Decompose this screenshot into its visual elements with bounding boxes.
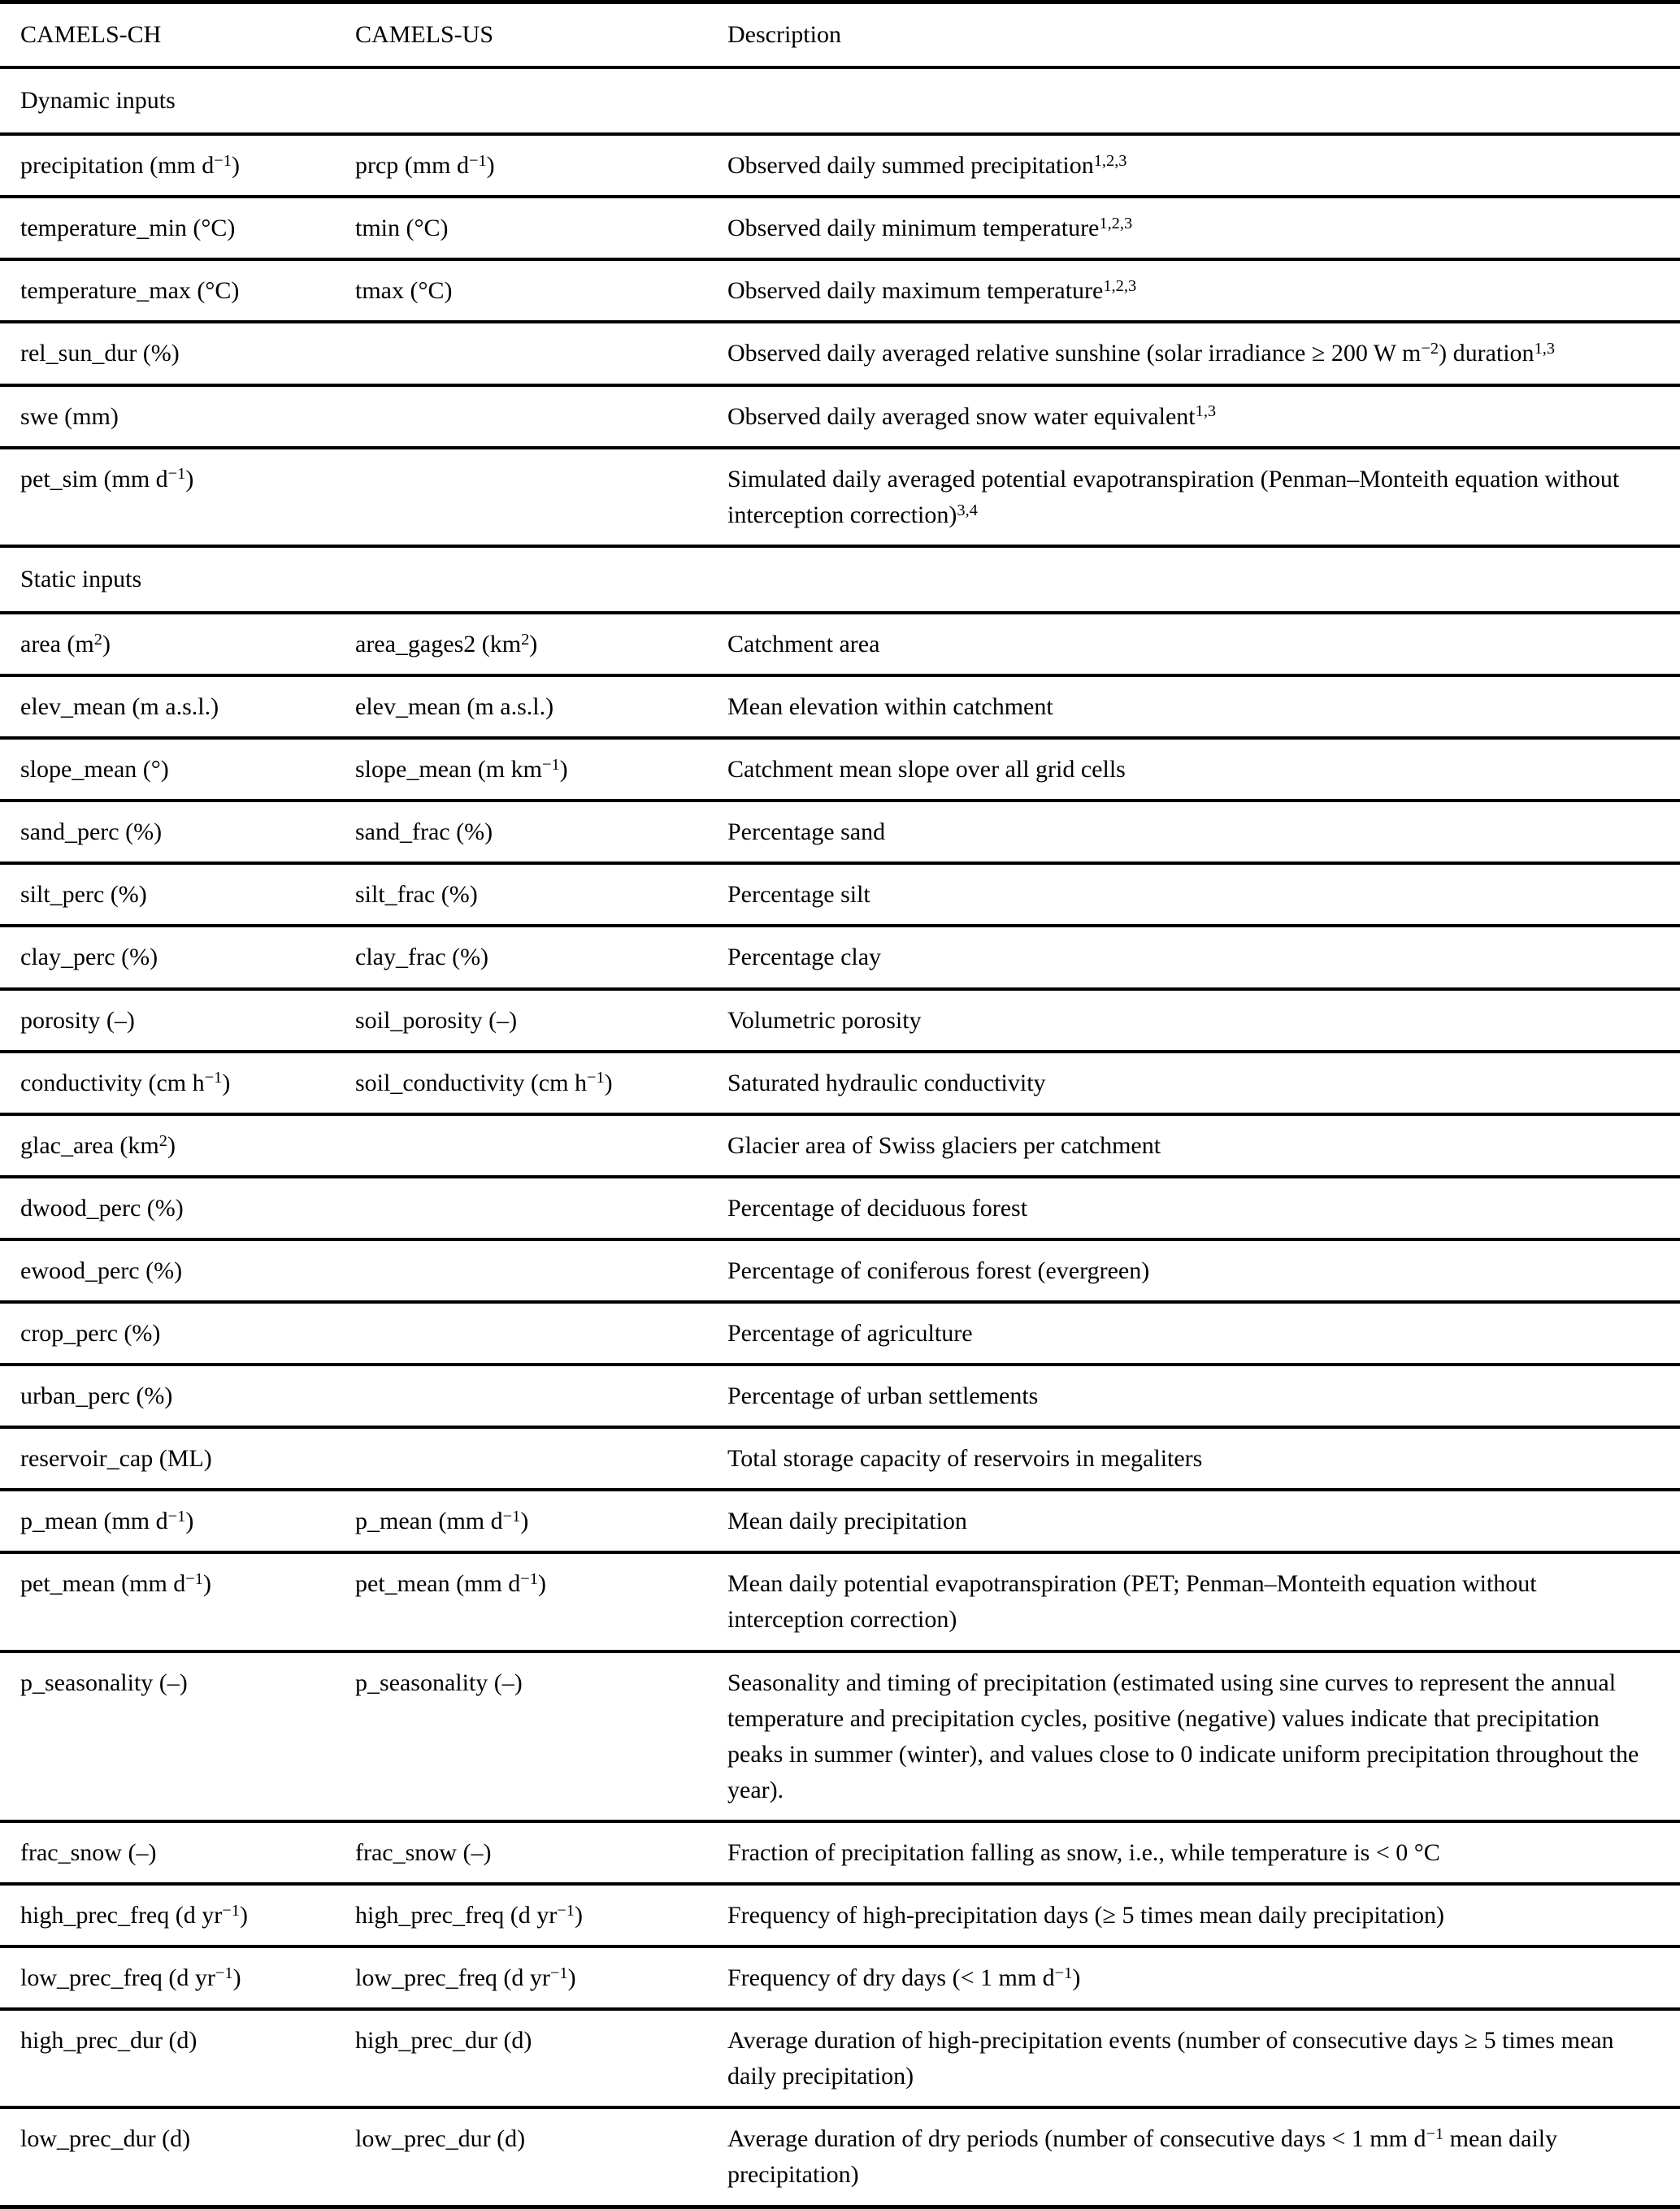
description-cell: Mean daily precipitation: [727, 1508, 967, 1535]
description-cell: Simulated daily averaged potential evapotranspiration (Penman–Monteith equation without interception correction)$^{3,4}$: [727, 465, 1620, 528]
camels-ch-cell: frac_snow (–): [20, 1838, 157, 1866]
camels-ch-cell: area $(m^2)$: [20, 630, 111, 657]
section-header-row: [0, 546, 1680, 613]
camels-ch-cell: clay_perc (%): [20, 944, 158, 971]
camels-us-cell: elev_mean (m a.s.l.): [355, 693, 554, 721]
description-cell: Mean daily potential evapotranspiration (PET; Penman–Monteith equation without interception correction): [727, 1570, 1537, 1634]
table-row: [0, 448, 1680, 546]
camels-us-cell: soil_porosity (–): [355, 1006, 518, 1034]
camels-ch-cell: urban_perc (%): [20, 1382, 173, 1410]
description-cell: Percentage of urban settlements: [727, 1382, 1039, 1410]
table-row: [0, 1302, 1680, 1365]
table-row: [0, 1177, 1680, 1239]
description-cell: Average duration of high-precipitation events (number of consecutive days ≥ 5 times mean daily precipitation): [727, 2027, 1614, 2090]
description-cell: Saturated hydraulic conductivity: [727, 1069, 1046, 1096]
table-row: [0, 197, 1680, 259]
camels-us-cell: [355, 1427, 727, 1490]
description-cell: Mean elevation within catchment: [727, 693, 1053, 721]
camels-ch-cell: p_seasonality (–): [20, 1669, 188, 1696]
table-row: [0, 1821, 1680, 1884]
table-row: [0, 1114, 1680, 1177]
description-cell: Observed daily minimum temperature$^{1,2,3}$: [727, 215, 1133, 242]
camels-us-cell: low_prec_dur (d): [355, 2125, 526, 2153]
description-cell: Frequency of dry days (< 1 mm $d^{-1}$): [727, 1964, 1081, 1992]
table-row: [0, 1365, 1680, 1427]
column-header-description: Description: [727, 21, 841, 48]
camels-us-cell: [355, 322, 727, 384]
camels-us-cell: prcp (mm $d^{-1}$): [355, 152, 495, 180]
camels-us-cell: [355, 385, 727, 448]
table-row: [0, 801, 1680, 863]
description-cell: Fraction of precipitation falling as snow, i.e., while temperature is < 0 °C: [727, 1838, 1440, 1866]
column-header-camels-us: CAMELS-US: [355, 21, 494, 48]
camels-ch-cell: slope_mean (°): [20, 756, 169, 783]
camels-us-cell: area_gages2 $(km^2)$: [355, 630, 538, 657]
table-row: [0, 259, 1680, 322]
camels-ch-cell: conductivity (cm $h^{-1}$): [20, 1069, 231, 1096]
camels-ch-cell: ewood_perc (%): [20, 1256, 183, 1284]
table-row: [0, 1239, 1680, 1302]
table-row: [0, 1052, 1680, 1114]
camels-ch-cell: high_prec_dur (d): [20, 2027, 198, 2055]
description-cell: Observed daily averaged relative sunshine (solar irradiance ≥ 200 W $m^{-2}$) duration$^{1,3}$: [727, 340, 1556, 367]
table-row: [0, 1946, 1680, 2009]
camels-us-cell: clay_frac (%): [355, 944, 489, 971]
table-row: [0, 1490, 1680, 1552]
table-row: [0, 989, 1680, 1052]
camels-ch-cell: p_mean (mm $d^{-1}$): [20, 1508, 194, 1535]
table-row: [0, 2107, 1680, 2207]
table-row: [0, 863, 1680, 926]
description-cell: Frequency of high-precipitation days (≥ 5 times mean daily precipitation): [727, 1902, 1445, 1929]
table-row: [0, 1651, 1680, 1821]
table-row: [0, 675, 1680, 738]
camels-ch-cell: pet_sim (mm $d^{-1}$): [20, 465, 194, 493]
camels-us-cell: [355, 1114, 727, 1177]
description-cell: Seasonality and timing of precipitation (estimated using sine curves to represent the annual temperature and precipitation cycles, positive (negative) values indicate that precipitation peaks in summer (winter), and values close to 0 indicate uniform precipitation throughout the year).: [727, 1669, 1639, 1803]
camels-us-cell: tmax (°C): [355, 277, 453, 305]
camels-ch-cell: high_prec_freq (d $yr^{-1}$): [20, 1901, 248, 1929]
camels-ch-cell: silt_perc (%): [20, 881, 147, 909]
camels-ch-cell: precipitation (mm $d^{-1}$): [20, 152, 240, 180]
description-cell: Observed daily summed precipitation$^{1,2,3}$: [727, 152, 1127, 180]
table-row: [0, 926, 1680, 988]
section-header-label: Dynamic inputs: [20, 87, 176, 115]
table-row: [0, 1884, 1680, 1946]
camels-us-cell: p_seasonality (–): [355, 1669, 523, 1696]
camels-us-cell: sand_frac (%): [355, 818, 493, 846]
camels-ch-cell: low_prec_dur (d): [20, 2125, 191, 2153]
description-cell: Percentage of agriculture: [727, 1319, 973, 1347]
camels-us-cell: soil_conductivity (cm $h^{-1}$): [355, 1069, 613, 1096]
camels-us-cell: frac_snow (–): [355, 1838, 492, 1866]
camels-ch-cell: glac_area $(km^2)$: [20, 1131, 176, 1159]
camels-ch-cell: reservoir_cap (ML): [20, 1445, 212, 1473]
camels-us-cell: [355, 1302, 727, 1365]
camels-ch-cell: porosity (–): [20, 1006, 135, 1034]
description-cell: Total storage capacity of reservoirs in megaliters: [727, 1445, 1203, 1473]
table-row: [0, 2009, 1680, 2107]
table-row: [0, 613, 1680, 675]
table-row: [0, 738, 1680, 801]
camels-us-cell: high_prec_dur (d): [355, 2027, 532, 2055]
camels-ch-cell: swe (mm): [20, 402, 119, 430]
camels-ch-cell: pet_mean (mm $d^{-1}$): [20, 1570, 211, 1598]
table-row: [0, 385, 1680, 448]
description-cell: Percentage silt: [727, 881, 870, 909]
description-cell: Catchment mean slope over all grid cells: [727, 756, 1126, 783]
table-header-row: [0, 2, 1680, 68]
camels-us-cell: tmin (°C): [355, 215, 449, 242]
camels-us-cell: slope_mean (m $km^{-1}$): [355, 755, 568, 783]
camels-ch-cell: rel_sun_dur (%): [20, 340, 180, 367]
section-header-label: Static inputs: [20, 565, 142, 592]
table-row: [0, 322, 1680, 384]
section-header-row: [0, 67, 1680, 134]
camels-ch-cell: dwood_perc (%): [20, 1194, 184, 1222]
camels-ch-cell: temperature_max (°C): [20, 277, 240, 305]
description-cell: Percentage sand: [727, 818, 886, 846]
description-cell: Volumetric porosity: [727, 1006, 922, 1034]
description-cell: Percentage clay: [727, 944, 882, 971]
table-row: [0, 134, 1680, 197]
camels-us-cell: [355, 448, 727, 546]
camels-us-cell: pet_mean (mm $d^{-1}$): [355, 1570, 546, 1598]
camels-us-cell: silt_frac (%): [355, 881, 478, 909]
camels-ch-cell: sand_perc (%): [20, 818, 163, 846]
description-cell: Percentage of deciduous forest: [727, 1194, 1028, 1222]
description-cell: Observed daily maximum temperature$^{1,2,3}$: [727, 277, 1137, 305]
camels-ch-cell: crop_perc (%): [20, 1319, 161, 1347]
table-row: [0, 1427, 1680, 1490]
description-cell: Percentage of coniferous forest (evergreen): [727, 1256, 1150, 1284]
camels-us-cell: high_prec_freq (d $yr^{-1}$): [355, 1901, 583, 1929]
camels-ch-cell: low_prec_freq (d $yr^{-1}$): [20, 1964, 241, 1992]
description-cell: Observed daily averaged snow water equivalent$^{1,3}$: [727, 402, 1217, 430]
camels-us-cell: p_mean (mm $d^{-1}$): [355, 1508, 529, 1535]
camels-ch-cell: elev_mean (m a.s.l.): [20, 693, 219, 721]
camels-us-cell: low_prec_freq (d $yr^{-1}$): [355, 1964, 576, 1992]
camels-us-cell: [355, 1365, 727, 1427]
camels-ch-cell: temperature_min (°C): [20, 215, 236, 242]
description-cell: Catchment area: [727, 630, 880, 657]
camels-us-cell: [355, 1177, 727, 1239]
description-cell: Glacier area of Swiss glaciers per catchment: [727, 1131, 1161, 1159]
description-cell: Average duration of dry periods (number of consecutive days < 1 mm $d^{-1}$ mean daily precipitation): [727, 2125, 1558, 2189]
table-row: [0, 1552, 1680, 1651]
column-header-camels-ch: CAMELS-CH: [20, 21, 162, 48]
camels-us-cell: [355, 1239, 727, 1302]
